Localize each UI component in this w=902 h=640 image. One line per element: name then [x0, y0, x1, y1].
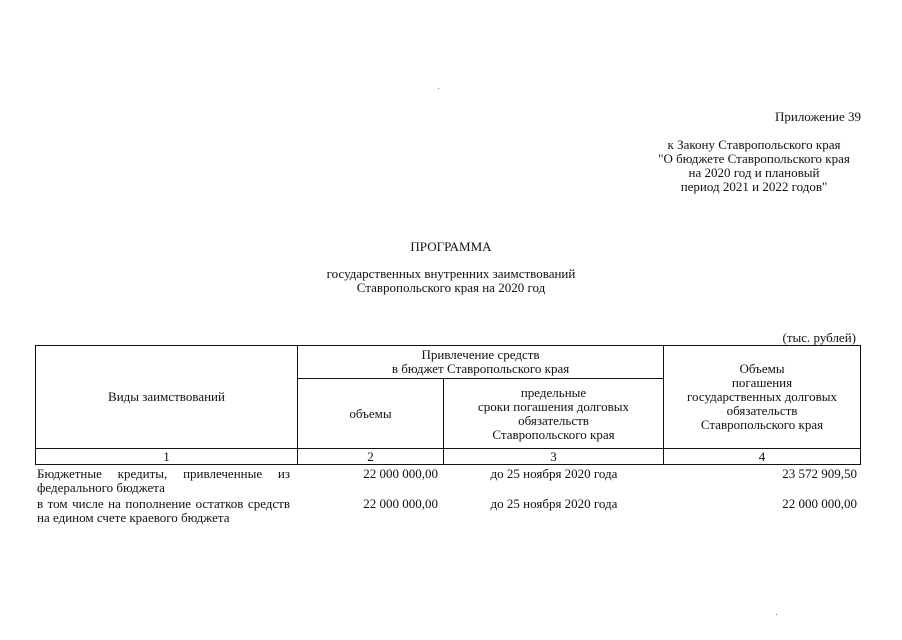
appendix-line: на 2020 год и плановый: [688, 165, 820, 180]
document-title: [0, 240, 902, 295]
row-repayment: 23 572 909,50: [782, 466, 857, 481]
header-deadline-line: Ставропольского края: [492, 426, 615, 442]
header-deadline: [444, 379, 664, 449]
table-row: [37, 467, 857, 495]
column-number: 2: [298, 449, 444, 465]
appendix-line: к Закону Ставропольского края: [667, 137, 841, 152]
table-body: [37, 467, 857, 527]
header-attraction: [298, 346, 664, 379]
appendix-line: период 2021 и 2022 годов": [680, 179, 828, 194]
row-name: в том числе на пополнение остатков средств на едином счете краевого бюджета: [37, 496, 290, 525]
column-number: 4: [664, 449, 861, 465]
column-number-row: [36, 449, 861, 465]
row-volume: 22 000 000,00: [363, 496, 438, 511]
scan-speck: [776, 614, 777, 615]
header-deadline-line: предельные: [520, 384, 587, 400]
title-main: ПРОГРАММА: [410, 239, 492, 254]
header-attraction-line: в бюджет Ставропольского края: [391, 361, 570, 376]
row-deadline: до 25 ноября 2020 года: [490, 466, 618, 481]
header-repayment-line: обязательств: [726, 403, 798, 418]
row-deadline: до 25 ноября 2020 года: [490, 496, 618, 511]
appendix-block: [624, 110, 864, 194]
appendix-line: "О бюджете Ставропольского края: [658, 151, 850, 166]
header-deadline-line: сроки погашения долговых: [477, 398, 630, 414]
header-volumes: объемы: [298, 379, 444, 449]
row-volume: 22 000 000,00: [363, 466, 438, 481]
column-number: 1: [36, 449, 298, 465]
appendix-number: Приложение 39: [774, 109, 861, 124]
header-repayment: [664, 346, 861, 449]
borrowing-table: [35, 345, 861, 465]
header-deadline-line: обязательств: [518, 412, 589, 428]
title-line: государственных внутренних заимствований: [326, 266, 576, 281]
title-line: Ставропольского края на 2020 год: [356, 280, 546, 295]
row-repayment: 22 000 000,00: [782, 496, 857, 511]
unit-label: (тыс. рублей): [782, 330, 856, 345]
table-row: [37, 497, 857, 525]
column-number: 3: [444, 449, 664, 465]
header-repayment-line: Ставропольского края: [700, 417, 824, 432]
header-attraction-line: Привлечение средств: [421, 347, 540, 362]
header-row: [36, 346, 861, 379]
header-kinds: Виды заимствований: [36, 346, 298, 449]
row-name: Бюджетные кредиты, привлеченные из федерального бюджета: [37, 466, 290, 495]
header-repayment-line: государственных долговых: [687, 389, 838, 404]
header-repayment-line: погашения: [731, 375, 793, 390]
scan-speck: [438, 88, 439, 89]
header-repayment-line: Объемы: [739, 361, 785, 376]
